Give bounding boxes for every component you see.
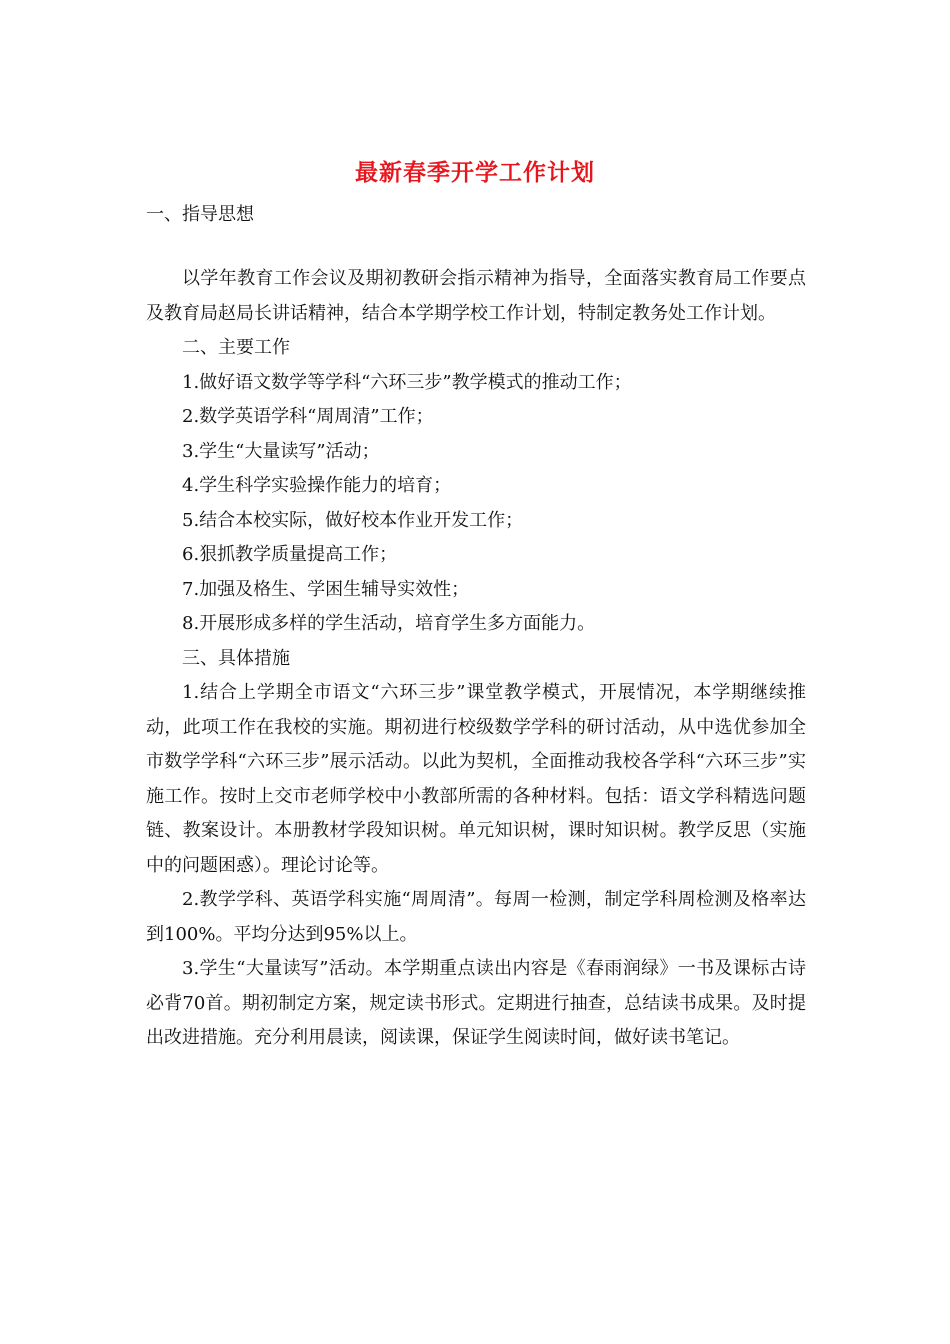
measure-paragraph: 2.教学学科、英语学科实施“周周清”。每周一检测，制定学科周检测及格率达到100%。平均分达到95%以上。 bbox=[146, 889, 806, 945]
main-task-item: 4.学生科学实验操作能力的培育； bbox=[182, 475, 452, 496]
main-task-item: 6.狠抓教学质量提高工作； bbox=[182, 544, 398, 565]
section-heading-specific-measures: 三、具体措施 bbox=[182, 647, 290, 669]
main-task-item: 2.数学英语学科“周周清”工作； bbox=[182, 406, 434, 427]
main-task-item: 1.做好语文数学等学科“六环三步”教学模式的推动工作； bbox=[182, 371, 632, 393]
main-task-item: 3.学生“大量读写”活动； bbox=[182, 440, 380, 462]
document-title: 最新春季开学工作计划 bbox=[355, 159, 595, 186]
main-task-item: 5.结合本校实际，做好校本作业开发工作； bbox=[182, 509, 524, 531]
measure-paragraph: 1.结合上学期全市语文“六环三步”课堂教学模式，开展情况，本学期继续推动，此项工作在我校的实施。期初进行校级数学学科的研讨活动，从中选优参加全市数学学科“六环三步”展示活动。以此为契机，全面推动我校各学科“六环三步”实施工作。按时上交市老师学校中小教部所需的各种材料。包括：语文学科精选问题链、教案设计。本册教材学段知识树。单元知识树，课时知识树。教学反思（实施中的问题困惑）。理论讨论等。 bbox=[146, 682, 806, 876]
section-heading-main-work: 二、主要工作 bbox=[182, 337, 290, 358]
document-body bbox=[146, 262, 806, 1056]
measure-paragraph: 3.学生“大量读写”活动。本学期重点读出内容是《春雨润绿》一书及课标古诗必背70首。期初制定方案，规定读书形式。定期进行抽查，总结读书成果。及时提出改进措施。充分利用晨读，阅读课，保证学生阅读时间，做好读书笔记。 bbox=[146, 958, 806, 1048]
section-heading-guiding-thought: 一、指导思想 bbox=[146, 204, 254, 225]
main-task-item: 7.加强及格生、学困生辅导实效性； bbox=[182, 578, 470, 600]
main-task-item: 8.开展形成多样的学生活动，培育学生多方面能力。 bbox=[182, 613, 596, 634]
intro-paragraph: 以学年教育工作会议及期初教研会指示精神为指导，全面落实教育局工作要点及教育局赵局长讲话精神，结合本学期学校工作计划，特制定教务处工作计划。 bbox=[146, 268, 806, 324]
